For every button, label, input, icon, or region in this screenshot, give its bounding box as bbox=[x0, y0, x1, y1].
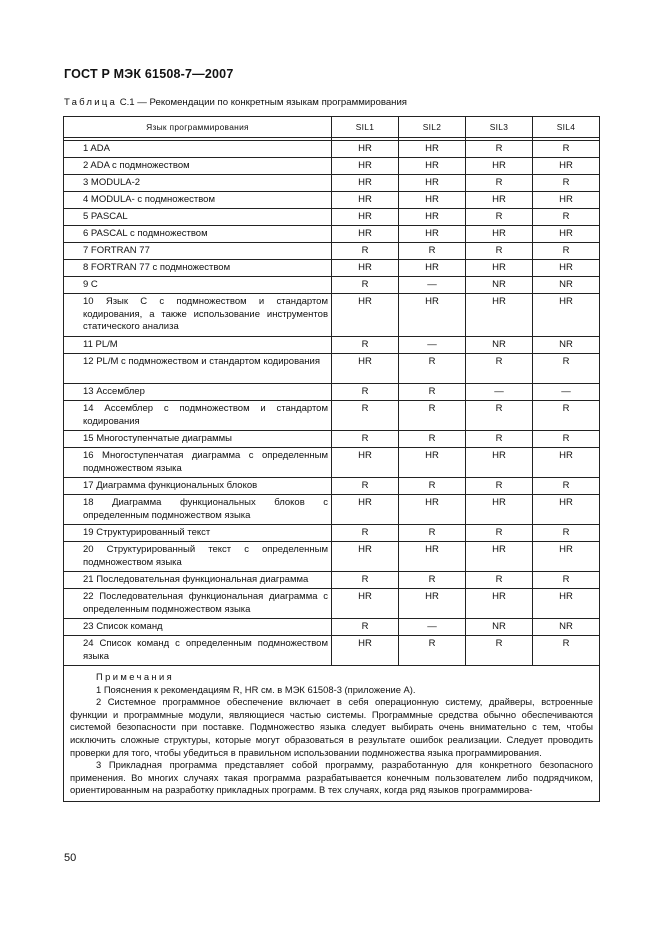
sil4-cell: R bbox=[533, 209, 600, 226]
sil3-cell: R bbox=[466, 243, 533, 260]
table-row bbox=[64, 431, 600, 448]
table-row bbox=[64, 384, 600, 401]
language-name: 4 MODULA- с подмножеством bbox=[83, 194, 215, 205]
sil2-cell: — bbox=[399, 619, 466, 636]
sil4-cell: — bbox=[533, 384, 600, 401]
table-row bbox=[64, 495, 600, 525]
sil1-cell: R bbox=[332, 478, 399, 495]
sil3-cell: NR bbox=[466, 337, 533, 354]
note-item: 3 Прикладная программа представляет собой программу, разработанную для конкретного безопасного применения. Во многих случаях такая программа разрабатывается конечным пользователем либо подрядчиком, ориентированным на разработку прикладных программ. В тех случаях, когда ряд языков программирова- bbox=[70, 759, 593, 796]
column-header: SIL3 bbox=[466, 117, 533, 138]
sil2-cell: — bbox=[399, 277, 466, 294]
sil4-cell: HR bbox=[533, 158, 600, 175]
sil2-cell: R bbox=[399, 525, 466, 542]
language-cell bbox=[64, 619, 332, 636]
sil3-cell: R bbox=[466, 572, 533, 589]
sil2-cell: HR bbox=[399, 260, 466, 277]
note-item: 1 Пояснения к рекомендациям R, HR см. в МЭК 61508-3 (приложение А). bbox=[96, 683, 416, 695]
sil2-cell: HR bbox=[399, 175, 466, 192]
language-name: 2 ADA с подмножеством bbox=[83, 160, 190, 171]
sil1-cell: HR bbox=[332, 448, 399, 478]
sil2-cell: R bbox=[399, 636, 466, 666]
sil4-cell: R bbox=[533, 401, 600, 431]
sil2-cell: HR bbox=[399, 209, 466, 226]
sil2-cell: HR bbox=[399, 158, 466, 175]
language-cell bbox=[64, 175, 332, 192]
sil3-cell: R bbox=[466, 636, 533, 666]
table-row bbox=[64, 277, 600, 294]
sil4-cell: HR bbox=[533, 294, 600, 337]
language-cell bbox=[64, 495, 332, 525]
sil1-cell: HR bbox=[332, 636, 399, 666]
column-header: Язык программирования bbox=[64, 117, 332, 138]
caption-label: Таблица bbox=[64, 97, 118, 108]
sil1-cell: HR bbox=[332, 260, 399, 277]
language-cell bbox=[64, 431, 332, 448]
sil3-cell: R bbox=[466, 141, 533, 158]
table-body bbox=[64, 141, 600, 666]
language-name: 15 Многоступенчатые диаграммы bbox=[83, 433, 233, 444]
table-row bbox=[64, 542, 600, 572]
column-header: SIL4 bbox=[533, 117, 600, 138]
language-name: 20 Структурированный текст с определенным подмножеством языка bbox=[83, 544, 328, 568]
language-cell bbox=[64, 448, 332, 478]
sil2-cell: HR bbox=[399, 448, 466, 478]
column-header: SIL1 bbox=[332, 117, 399, 138]
language-name: 14 Ассемблер с подмножеством и стандартом кодирования bbox=[83, 403, 328, 427]
language-name: 8 FORTRAN 77 с подмножеством bbox=[83, 262, 231, 273]
language-cell bbox=[64, 525, 332, 542]
table-row bbox=[64, 525, 600, 542]
document-header: ГОСТ Р МЭК 61508-7—2007 bbox=[64, 67, 234, 81]
language-name: 21 Последовательная функциональная диаграмма bbox=[83, 574, 309, 585]
sil4-cell: R bbox=[533, 354, 600, 384]
sil4-cell: HR bbox=[533, 448, 600, 478]
table-row bbox=[64, 636, 600, 666]
table-row bbox=[64, 175, 600, 192]
sil4-cell: NR bbox=[533, 277, 600, 294]
sil4-cell: HR bbox=[533, 495, 600, 525]
sil2-cell: R bbox=[399, 243, 466, 260]
sil3-cell: HR bbox=[466, 589, 533, 619]
table-row bbox=[64, 337, 600, 354]
caption-number: С.1 bbox=[119, 97, 135, 108]
sil4-cell: HR bbox=[533, 192, 600, 209]
language-name: 24 Список команд с определенным подмножеством языка bbox=[83, 638, 328, 662]
sil1-cell: R bbox=[332, 384, 399, 401]
sil1-cell: HR bbox=[332, 158, 399, 175]
sil1-cell: R bbox=[332, 431, 399, 448]
sil2-cell: R bbox=[399, 478, 466, 495]
table-row bbox=[64, 226, 600, 243]
table-row bbox=[64, 158, 600, 175]
language-cell bbox=[64, 401, 332, 431]
page-number: 50 bbox=[64, 852, 77, 864]
sil1-cell: R bbox=[332, 277, 399, 294]
sil1-cell: HR bbox=[332, 542, 399, 572]
sil1-cell: HR bbox=[332, 294, 399, 337]
notes-title: Примечания bbox=[96, 671, 175, 682]
language-name: 22 Последовательная функциональная диаграмма с определенным подмножеством языка bbox=[83, 591, 328, 615]
sil1-cell: HR bbox=[332, 589, 399, 619]
sil1-cell: HR bbox=[332, 192, 399, 209]
sil4-cell: R bbox=[533, 243, 600, 260]
sil3-cell: NR bbox=[466, 277, 533, 294]
sil1-cell: HR bbox=[332, 226, 399, 243]
sil3-cell: R bbox=[466, 401, 533, 431]
sil1-cell: HR bbox=[332, 209, 399, 226]
sil2-cell: — bbox=[399, 337, 466, 354]
sil1-cell: HR bbox=[332, 175, 399, 192]
language-name: 6 PASCAL с подмножеством bbox=[83, 228, 208, 239]
sil1-cell: R bbox=[332, 243, 399, 260]
sil3-cell: HR bbox=[466, 542, 533, 572]
notes-row bbox=[64, 666, 600, 802]
sil4-cell: NR bbox=[533, 337, 600, 354]
sil3-cell: R bbox=[466, 209, 533, 226]
table-row bbox=[64, 260, 600, 277]
table-row bbox=[64, 478, 600, 495]
table-row bbox=[64, 192, 600, 209]
language-cell bbox=[64, 226, 332, 243]
table-row bbox=[64, 243, 600, 260]
sil1-cell: R bbox=[332, 572, 399, 589]
sil4-cell: R bbox=[533, 431, 600, 448]
sil4-cell: R bbox=[533, 478, 600, 495]
sil1-cell: R bbox=[332, 337, 399, 354]
sil3-cell: — bbox=[466, 384, 533, 401]
language-name: 23 Список команд bbox=[83, 621, 163, 632]
sil3-cell: HR bbox=[466, 260, 533, 277]
language-cell bbox=[64, 277, 332, 294]
sil1-cell: HR bbox=[332, 495, 399, 525]
language-name: 13 Ассемблер bbox=[83, 386, 145, 397]
sil3-cell: R bbox=[466, 525, 533, 542]
sil1-cell: R bbox=[332, 525, 399, 542]
language-cell bbox=[64, 260, 332, 277]
sil2-cell: HR bbox=[399, 226, 466, 243]
sil3-cell: NR bbox=[466, 619, 533, 636]
sil3-cell: R bbox=[466, 175, 533, 192]
sil2-cell: HR bbox=[399, 192, 466, 209]
language-name: 17 Диаграмма функциональных блоков bbox=[83, 480, 258, 491]
sil4-cell: R bbox=[533, 175, 600, 192]
table-row bbox=[64, 141, 600, 158]
sil4-cell: HR bbox=[533, 589, 600, 619]
sil2-cell: HR bbox=[399, 495, 466, 525]
language-cell bbox=[64, 192, 332, 209]
recommendations-table bbox=[63, 116, 600, 802]
language-cell bbox=[64, 337, 332, 354]
language-cell bbox=[64, 589, 332, 619]
sil1-cell: R bbox=[332, 619, 399, 636]
table-header-row bbox=[64, 117, 600, 138]
sil4-cell: HR bbox=[533, 542, 600, 572]
sil1-cell: HR bbox=[332, 141, 399, 158]
language-cell bbox=[64, 243, 332, 260]
sil2-cell: R bbox=[399, 401, 466, 431]
language-name: 10 Язык С с подмножеством и стандартом кодирования, а также использование инструментов статического анализа bbox=[83, 296, 328, 333]
sil2-cell: HR bbox=[399, 542, 466, 572]
sil3-cell: R bbox=[466, 431, 533, 448]
sil1-cell: R bbox=[332, 401, 399, 431]
caption-text: — Рекомендации по конкретным языкам программирования bbox=[134, 97, 408, 108]
sil1-cell: HR bbox=[332, 354, 399, 384]
language-cell bbox=[64, 572, 332, 589]
sil3-cell: HR bbox=[466, 226, 533, 243]
sil2-cell: HR bbox=[399, 141, 466, 158]
column-header: SIL2 bbox=[399, 117, 466, 138]
language-cell bbox=[64, 141, 332, 158]
table-row bbox=[64, 572, 600, 589]
table-caption bbox=[64, 97, 407, 108]
sil2-cell: R bbox=[399, 354, 466, 384]
note-item: 2 Системное программное обеспечение включает в себя операционную систему, драйверы, встроенные функции и программные модули, являющиеся частью системы. Программные средства обычно обеспечиваются системой безопасности при поставке. Подмножество языка следует выбирать очень внимательно с тем, чтобы исключить сложные структуры, которые могут образоваться в результате ошибок реализации. Следует проводить проверки для того, чтобы убедиться в правильном использовании подмножества языка программирования. bbox=[70, 696, 593, 758]
sil3-cell: R bbox=[466, 354, 533, 384]
sil2-cell: HR bbox=[399, 294, 466, 337]
language-name: 1 ADA bbox=[83, 143, 110, 154]
table-row bbox=[64, 448, 600, 478]
sil2-cell: R bbox=[399, 384, 466, 401]
language-name: 18 Диаграмма функциональных блоков с определенным подмножеством языка bbox=[83, 497, 328, 521]
table-row bbox=[64, 294, 600, 337]
sil4-cell: NR bbox=[533, 619, 600, 636]
language-cell bbox=[64, 542, 332, 572]
sil3-cell: HR bbox=[466, 192, 533, 209]
sil4-cell: HR bbox=[533, 226, 600, 243]
language-cell bbox=[64, 354, 332, 384]
sil4-cell: R bbox=[533, 636, 600, 666]
language-cell bbox=[64, 158, 332, 175]
sil2-cell: R bbox=[399, 572, 466, 589]
language-cell bbox=[64, 636, 332, 666]
sil3-cell: R bbox=[466, 478, 533, 495]
table-row bbox=[64, 209, 600, 226]
sil2-cell: HR bbox=[399, 589, 466, 619]
sil3-cell: HR bbox=[466, 495, 533, 525]
language-name: 9 С bbox=[83, 279, 98, 290]
language-cell bbox=[64, 209, 332, 226]
table-row bbox=[64, 401, 600, 431]
sil2-cell: R bbox=[399, 431, 466, 448]
language-name: 12 PL/M с подмножеством и стандартом кодирования bbox=[83, 356, 321, 367]
language-cell bbox=[64, 294, 332, 337]
language-name: 19 Структурированный текст bbox=[83, 527, 211, 538]
table-row bbox=[64, 619, 600, 636]
table-row bbox=[64, 589, 600, 619]
language-cell bbox=[64, 478, 332, 495]
language-name: 5 PASCAL bbox=[83, 211, 128, 222]
sil3-cell: HR bbox=[466, 448, 533, 478]
sil3-cell: HR bbox=[466, 158, 533, 175]
language-name: 16 Многоступенчатая диаграмма с определенным подмножеством языка bbox=[83, 450, 328, 474]
sil4-cell: R bbox=[533, 141, 600, 158]
language-name: 7 FORTRAN 77 bbox=[83, 245, 150, 256]
sil3-cell: HR bbox=[466, 294, 533, 337]
sil4-cell: HR bbox=[533, 260, 600, 277]
sil4-cell: R bbox=[533, 572, 600, 589]
notes-cell bbox=[64, 666, 600, 802]
sil4-cell: R bbox=[533, 525, 600, 542]
language-name: 3 MODULA-2 bbox=[83, 177, 141, 188]
language-name: 11 PL/M bbox=[83, 339, 118, 350]
table-row bbox=[64, 354, 600, 384]
language-cell bbox=[64, 384, 332, 401]
